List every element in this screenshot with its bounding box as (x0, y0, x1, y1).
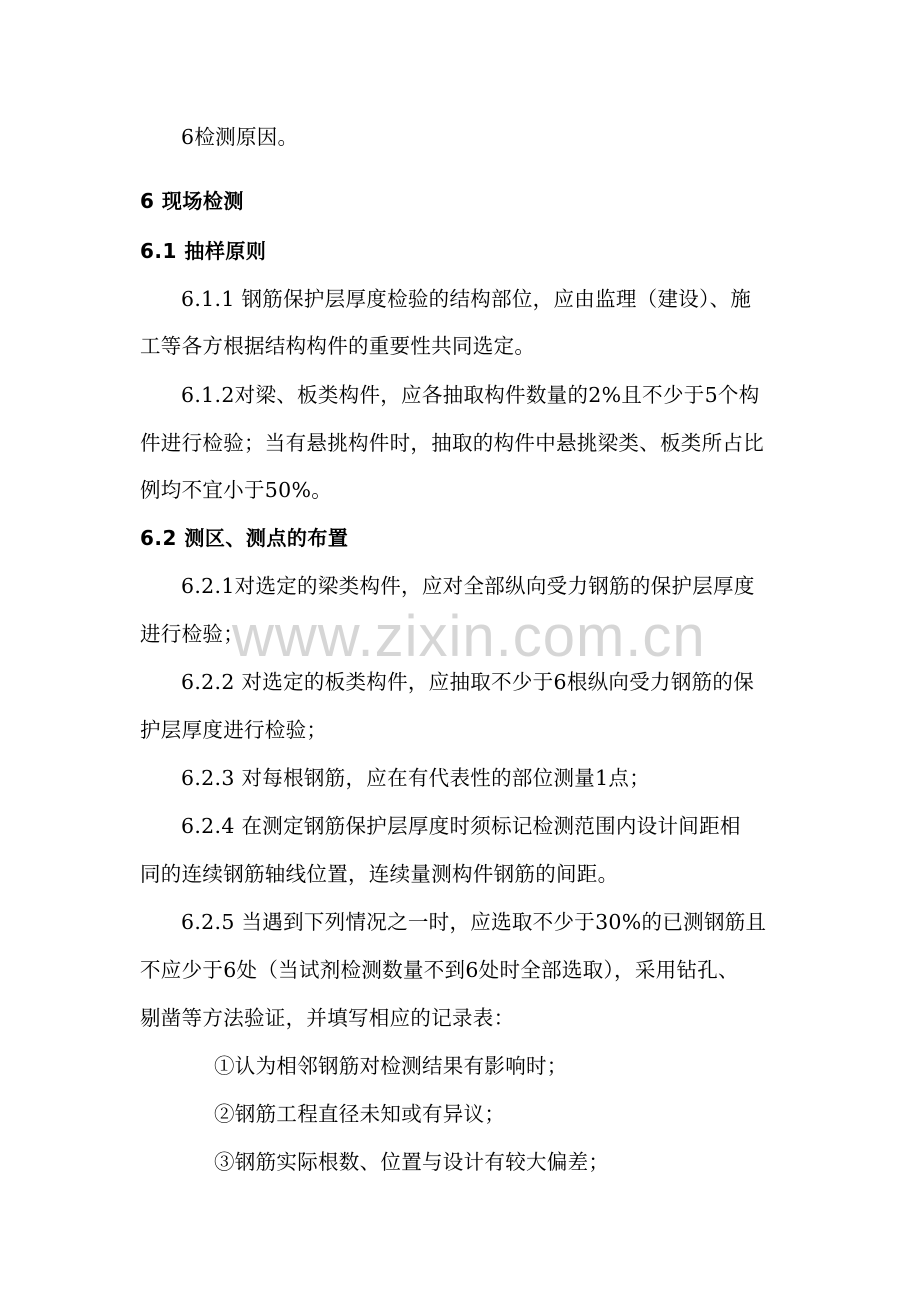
list-item-3: ③钢筋实际根数、位置与设计有较大偏差； (214, 1150, 610, 1174)
paragraph-6-2-2-line1: 6.2.2 对选定的板类构件，应抽取不少于6根纵向受力钢筋的保 (181, 670, 755, 694)
list-item-2: ②钢筋工程直径未知或有异议； (214, 1102, 506, 1126)
watermark: www.zixin.com.cn (232, 604, 706, 669)
section-heading-6-1: 6.1 抽样原则 (140, 239, 267, 263)
section-heading-6-2: 6.2 测区、测点的布置 (140, 526, 349, 550)
paragraph-6-1-1-line2: 工等各方根据结构构件的重要性共同选定。 (140, 334, 536, 358)
list-item-1: ①认为相邻钢筋对检测结果有影响时； (214, 1054, 568, 1078)
paragraph-6-2-4-line2: 同的连续钢筋轴线位置，连续量测构件钢筋的间距。 (140, 862, 619, 886)
paragraph-6-1-2-line2: 件进行检验；当有悬挑构件时，抽取的构件中悬挑梁类、板类所占比 (140, 431, 764, 455)
section-heading-6: 6 现场检测 (140, 189, 244, 213)
paragraph-6-2-5-line1: 6.2.5 当遇到下列情况之一时，应选取不少于30%的已测钢筋且 (181, 910, 767, 934)
paragraph-6-2-1-line2: 进行检验； (140, 622, 244, 646)
paragraph-6-2-5-line2: 不应少于6处（当试剂检测数量不到6处时全部选取），采用钻孔、 (140, 958, 739, 982)
paragraph-6-2-5-line3: 剔凿等方法验证，并填写相应的记录表： (140, 1006, 515, 1030)
paragraph-6-1-1-line1: 6.1.1 钢筋保护层厚度检验的结构部位，应由监理（建设）、施 (181, 287, 752, 311)
paragraph-6-1-2-line3: 例均不宜小于50%。 (140, 478, 333, 502)
paragraph-6-2-2-line2: 护层厚度进行检验； (140, 718, 328, 742)
paragraph-intro: 6检测原因。 (181, 125, 299, 149)
paragraph-6-2-3-line1: 6.2.3 对每根钢筋，应在有代表性的部位测量1点； (181, 766, 651, 790)
paragraph-6-1-2-line1: 6.1.2对梁、板类构件，应各抽取构件数量的2%且不少于5个构 (181, 383, 760, 407)
paragraph-6-2-1-line1: 6.2.1对选定的梁类构件，应对全部纵向受力钢筋的保护层厚度 (181, 574, 755, 598)
paragraph-6-2-4-line1: 6.2.4 在测定钢筋保护层厚度时须标记检测范围内设计间距相 (181, 814, 741, 838)
